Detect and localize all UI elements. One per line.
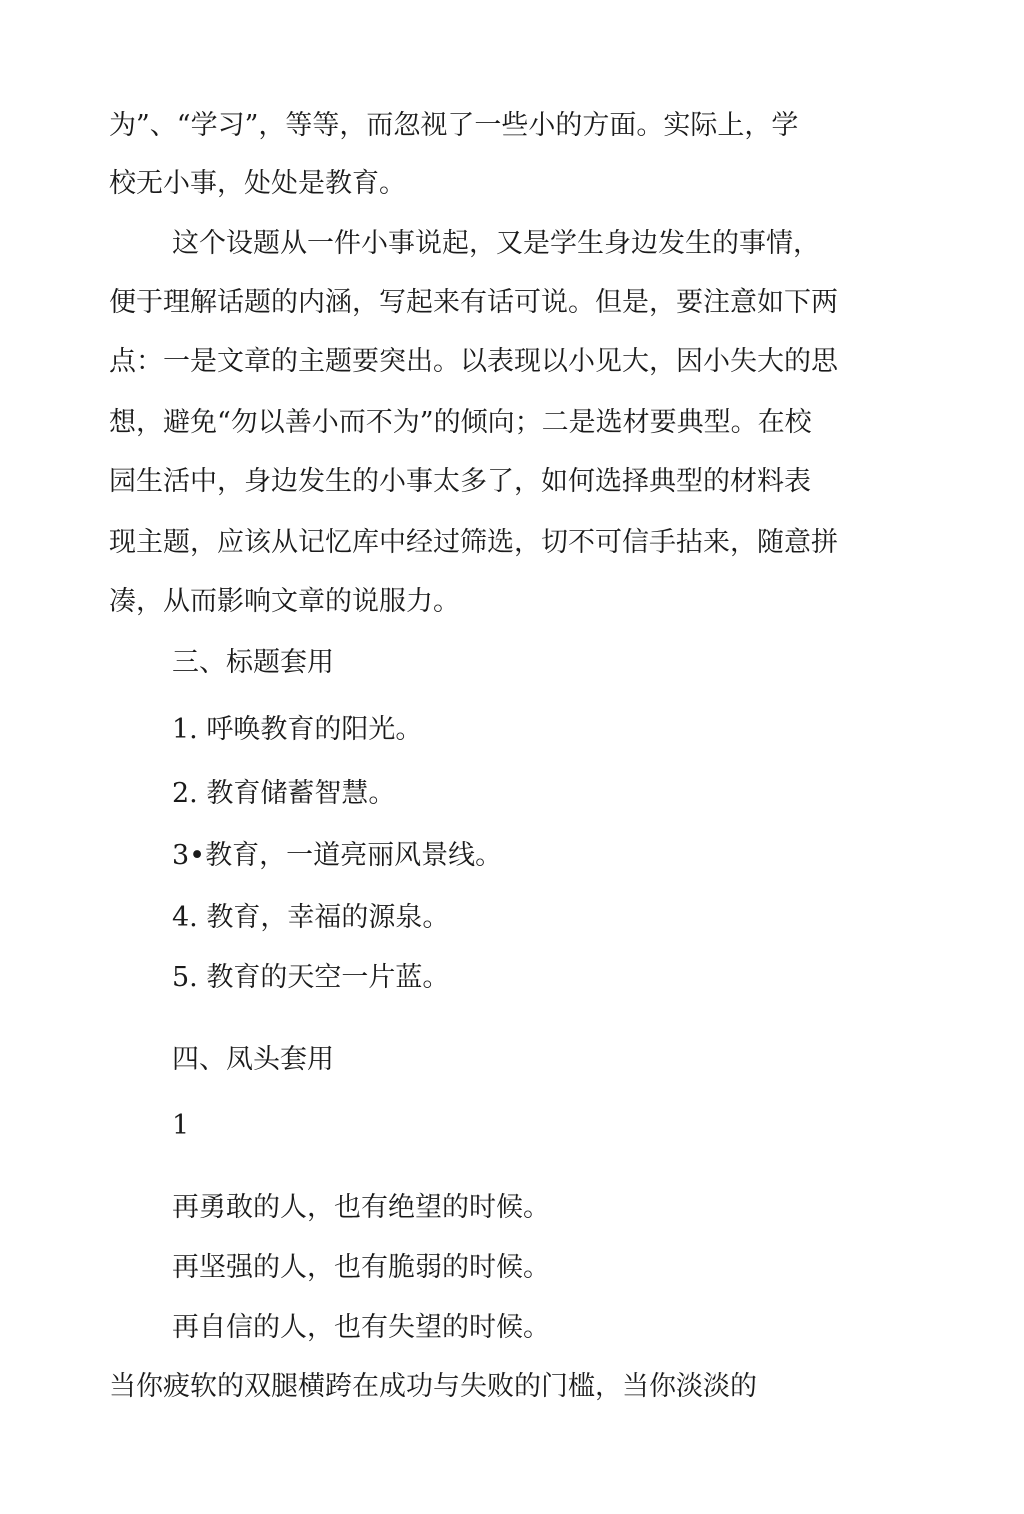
body-line-8: 现主题，应该从记忆库中经过筛选，切不可信手拈来，随意拼 bbox=[109, 527, 838, 558]
body-line-1: 为”、“学习”，等等，而忽视了一些小的方面。实际上，学 bbox=[109, 110, 799, 141]
body-line-6: 想，避免“勿以善小而不为”的倾向；二是选材要典型。在校 bbox=[109, 407, 812, 438]
body-line-3: 这个设题从一件小事说起，又是学生身边发生的事情， bbox=[172, 228, 820, 259]
example-number: 1 bbox=[172, 1110, 190, 1141]
poem-line-1: 再勇敢的人，也有绝望的时候。 bbox=[172, 1192, 550, 1223]
closing-line: 当你疲软的双腿横跨在成功与失败的门槛，当你淡淡的 bbox=[109, 1371, 757, 1402]
body-line-2: 校无小事，处处是教育。 bbox=[109, 168, 406, 199]
body-line-9: 凑，从而影响文章的说服力。 bbox=[109, 586, 460, 617]
title-item-1: 1. 呼唤教育的阳光。 bbox=[172, 714, 423, 745]
section-heading-openings: 四、凤头套用 bbox=[172, 1044, 334, 1075]
title-item-3: 3•教育，一道亮丽风景线。 bbox=[172, 840, 503, 871]
body-line-7: 园生活中，身边发生的小事太多了，如何选择典型的材料表 bbox=[109, 466, 811, 497]
title-item-2: 2. 教育储蓄智慧。 bbox=[172, 778, 396, 809]
title-item-4: 4. 教育，幸福的源泉。 bbox=[172, 902, 450, 933]
poem-line-3: 再自信的人，也有失望的时候。 bbox=[172, 1312, 550, 1343]
section-heading-titles: 三、标题套用 bbox=[172, 647, 334, 678]
poem-line-2: 再坚强的人，也有脆弱的时候。 bbox=[172, 1252, 550, 1283]
title-item-5: 5. 教育的天空一片蓝。 bbox=[172, 962, 450, 993]
body-line-5: 点：一是文章的主题要突出。以表现以小见大，因小失大的思 bbox=[109, 346, 838, 377]
body-line-4: 便于理解话题的内涵，写起来有话可说。但是，要注意如下两 bbox=[109, 287, 838, 318]
